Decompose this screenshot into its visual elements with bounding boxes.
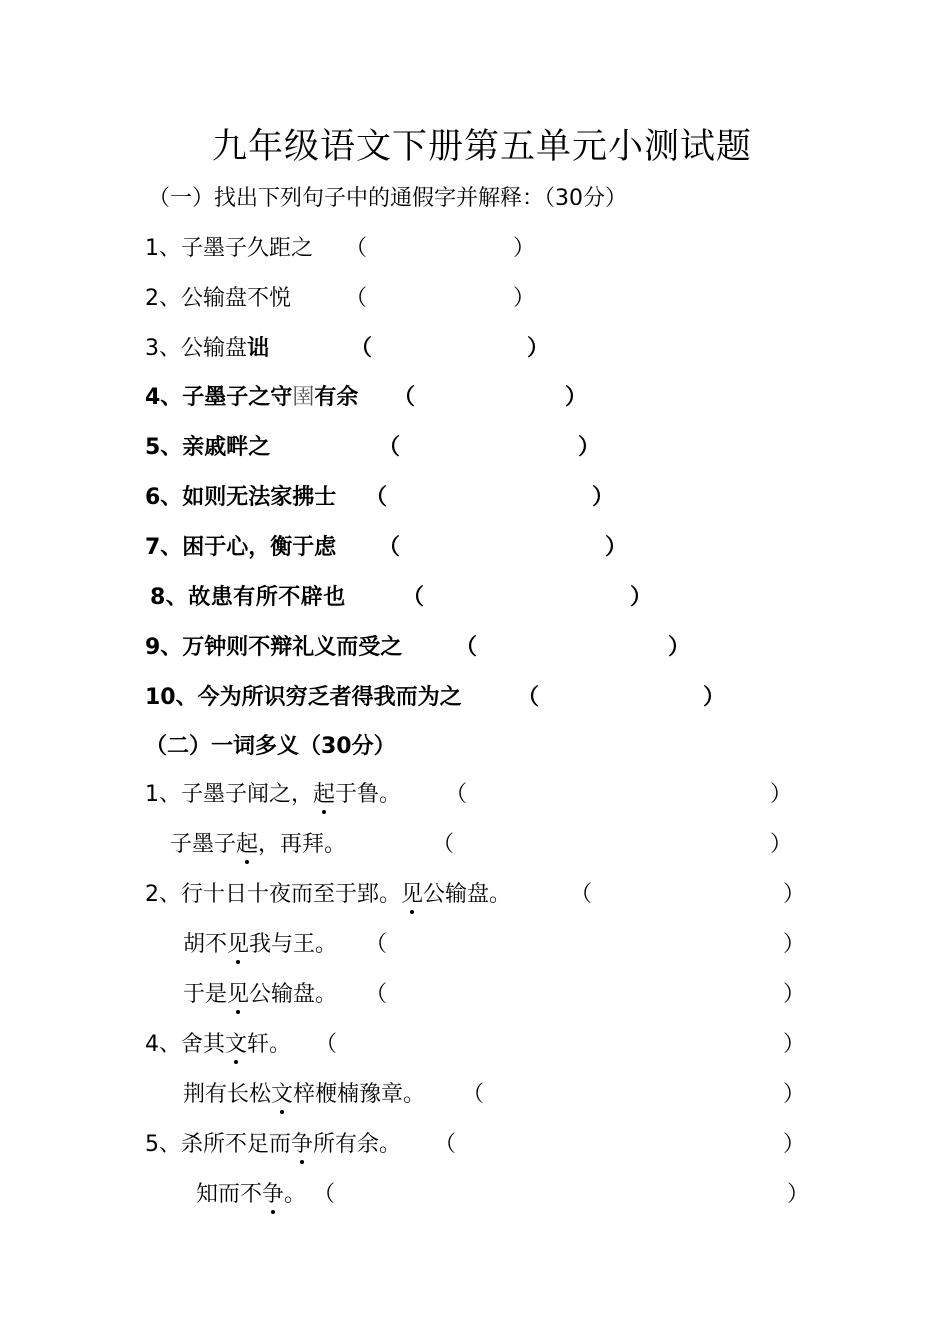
polysemy-4b: [183, 1084, 425, 1106]
emphasis-char: 起: [236, 832, 259, 857]
answer-blank-open: （: [434, 1132, 457, 1157]
polysemy-text: 胡不: [183, 932, 228, 957]
emphasis-char: 争: [262, 1182, 285, 1207]
question-9: 9、万钟则不辩礼义而受之: [145, 635, 403, 660]
answer-blank-open: （: [517, 685, 540, 710]
polysemy-5b: [196, 1184, 306, 1206]
answer-blank-open: （: [345, 236, 368, 261]
answer-blank-close: ）: [605, 535, 628, 560]
question-3-text: 3、公输盘: [145, 336, 247, 361]
answer-blank-close: ）: [770, 832, 793, 857]
polysemy-text: ，再拜。: [258, 832, 347, 857]
answer-blank-close: ）: [565, 385, 588, 410]
answer-blank-close: ）: [668, 635, 691, 660]
polysemy-text: 梓楩楠豫章。: [293, 1082, 426, 1107]
answer-blank-open: （: [393, 385, 416, 410]
polysemy-text: 轩。: [247, 1032, 292, 1057]
polysemy-text: 于是: [183, 982, 228, 1007]
polysemy-text: 4、舍其: [145, 1032, 225, 1057]
emphasis-char: 争: [291, 1132, 314, 1157]
polysemy-2b: [183, 934, 337, 956]
answer-blank-open: （: [313, 1182, 336, 1207]
answer-blank-close: ）: [770, 782, 793, 807]
answer-blank-close: ）: [592, 485, 615, 510]
polysemy-2a: [145, 884, 511, 906]
question-4-text: 4、子墨子之守: [145, 385, 293, 410]
answer-blank-close: ）: [783, 1032, 806, 1057]
answer-blank-open: （: [365, 932, 388, 957]
question-3: [145, 338, 269, 360]
question-4-tail: 有余: [314, 385, 359, 410]
emphasis-char: 文: [271, 1082, 294, 1107]
polysemy-text: 于鲁。: [335, 782, 402, 807]
emphasis-char: 见: [401, 882, 424, 907]
answer-blank-open: （: [365, 982, 388, 1007]
answer-blank-close: ）: [783, 982, 806, 1007]
polysemy-5a: [145, 1134, 401, 1156]
answer-blank-open: （: [432, 832, 455, 857]
answer-blank-open: （: [462, 1082, 485, 1107]
polysemy-text: 所有余。: [313, 1132, 402, 1157]
answer-blank-open: （: [378, 435, 401, 460]
answer-blank-open: （: [570, 882, 593, 907]
section2-heading: （二）一词多义（30分）: [145, 734, 396, 759]
polysemy-text: 公输盘。: [423, 882, 512, 907]
emphasis-char: 见: [227, 982, 250, 1007]
polysemy-text: 5、杀所不足而: [145, 1132, 291, 1157]
question-3-bold-char: 诎: [247, 336, 270, 361]
answer-blank-open: （: [402, 585, 425, 610]
answer-blank-close: ）: [527, 336, 550, 361]
answer-blank-close: ）: [783, 1132, 806, 1157]
emphasis-char: 起: [313, 782, 336, 807]
question-10: 10、今为所识穷乏者得我而为之: [145, 685, 462, 710]
emphasis-char: 文: [225, 1032, 248, 1057]
polysemy-text: 知而不: [196, 1182, 263, 1207]
answer-blank-close: ）: [783, 882, 806, 907]
answer-blank-close: ）: [578, 435, 601, 460]
polysemy-text: 。: [284, 1182, 307, 1207]
question-4: [145, 387, 358, 409]
polysemy-text: 1、子墨子闻之，: [145, 782, 313, 807]
question-2: 2、公输盘不悦: [145, 286, 291, 311]
polysemy-4a: [145, 1034, 291, 1056]
answer-blank-open: （: [350, 336, 373, 361]
polysemy-text: 子墨子: [170, 832, 237, 857]
answer-blank-open: （: [345, 286, 368, 311]
polysemy-text: 荆有长松: [183, 1082, 272, 1107]
section1-heading: （一）找出下列句子中的通假字并解释：（30分）: [148, 186, 627, 211]
polysemy-text: 2、行十日十夜而至于郢。: [145, 882, 401, 907]
answer-blank-close: ）: [630, 585, 653, 610]
question-4-char: 圉: [292, 385, 315, 410]
question-1: 1、子墨子久距之: [145, 236, 313, 261]
page-title: 九年级语文下册第五单元小测试题: [212, 127, 753, 167]
question-5: 5、亲戚畔之: [145, 435, 271, 460]
question-7: 7、困于心，衡于虑: [145, 535, 337, 560]
answer-blank-close: ）: [513, 286, 536, 311]
polysemy-2c: [183, 984, 337, 1006]
answer-blank-close: ）: [787, 1182, 810, 1207]
answer-blank-open: （: [315, 1032, 338, 1057]
answer-blank-close: ）: [783, 1082, 806, 1107]
answer-blank-close: ）: [513, 236, 536, 261]
polysemy-1a: [145, 784, 401, 806]
question-8: 8、故患有所不辟也: [150, 585, 346, 610]
polysemy-text: 我与王。: [249, 932, 338, 957]
answer-blank-open: （: [445, 782, 468, 807]
emphasis-char: 见: [227, 932, 250, 957]
answer-blank-open: （: [365, 485, 388, 510]
polysemy-1b: [170, 834, 346, 856]
question-6: 6、如则无法家拂士: [145, 485, 337, 510]
polysemy-text: 公输盘。: [249, 982, 338, 1007]
answer-blank-open: （: [378, 535, 401, 560]
answer-blank-close: ）: [783, 932, 806, 957]
answer-blank-open: （: [455, 635, 478, 660]
answer-blank-close: ）: [703, 685, 726, 710]
